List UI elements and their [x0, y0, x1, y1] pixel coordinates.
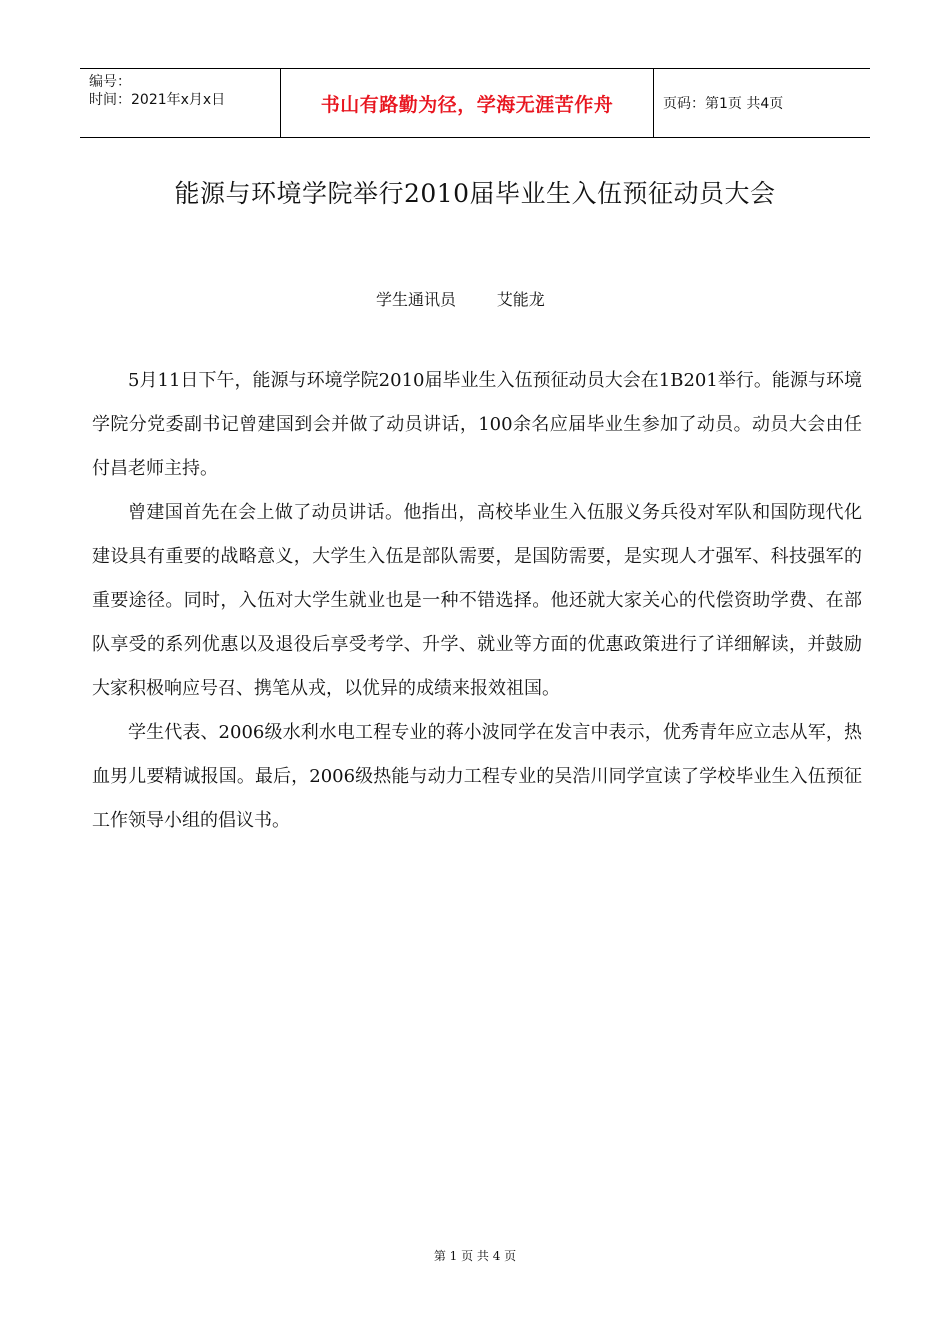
- article-paragraph: 学生代表、2006级水利水电工程专业的蒋小波同学在发言中表示，优秀青年应立志从军，热血男儿要精诚报国。最后，2006级热能与动力工程专业的吴浩川同学宣读了学校毕业生入伍预征工作领导小组的倡议书。: [92, 722, 862, 831]
- article-paragraph: 5月11日下午，能源与环境学院2010届毕业生入伍预征动员大会在1B201举行。能源与环境学院分党委副书记曾建国到会并做了动员讲话，100余名应届毕业生参加了动员。动员大会由任付昌老师主持。: [92, 370, 862, 479]
- document-time: 时间：2021年x月x日: [89, 92, 226, 108]
- header-page-info: 页码：第1页 共4页: [663, 96, 784, 112]
- article-byline: 学生通讯员 艾能龙: [376, 290, 545, 309]
- article-title: 能源与环境学院举行2010届毕业生入伍预征动员大会: [174, 179, 776, 208]
- document-number-label: 编号：: [89, 74, 131, 90]
- document-header: [80, 68, 870, 138]
- header-meta: [80, 69, 281, 137]
- article-paragraph: 曾建国首先在会上做了动员讲话。他指出，高校毕业生入伍服义务兵役对军队和国防现代化建设具有重要的战略意义，大学生入伍是部队需要，是国防需要，是实现人才强军、科技强军的重要途径。同时，入伍对大学生就业也是一种不错选择。他还就大家关心的代偿资助学费、在部队享受的系列优惠以及退役后享受考学、升学、就业等方面的优惠政策进行了详细解读，并鼓励大家积极响应号召、携笔从戎，以优异的成绩来报效祖国。: [92, 502, 862, 699]
- page-footer: 第 1 页 共 4 页: [433, 1249, 517, 1263]
- article-body: [92, 359, 862, 843]
- header-motto: 书山有路勤为径，学海无涯苦作舟: [281, 69, 654, 137]
